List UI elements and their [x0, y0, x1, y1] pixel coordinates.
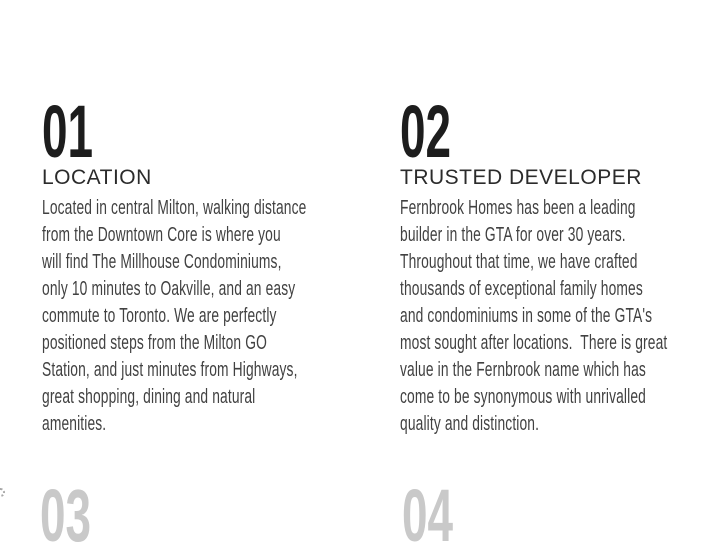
body-line: Located in central Milton, walking distance — [42, 197, 307, 219]
body-line: come to be synonymous with unrivalled — [400, 386, 646, 408]
body-line: commute to Toronto. We are perfectly — [42, 305, 277, 327]
body-line: most sought after locations. There is great — [400, 332, 668, 354]
section-number-02: 02 — [400, 90, 452, 173]
body-line: quality and distinction. — [400, 413, 540, 435]
section-body-location — [42, 195, 346, 438]
section-number-01: 01 — [42, 90, 94, 173]
section-title-trusted-developer: TRUSTED DEVELOPER — [400, 166, 642, 189]
section-title-location: LOCATION — [42, 166, 152, 189]
body-line: from the Downtown Core is where you — [42, 224, 281, 246]
section-trusted-developer — [400, 0, 720, 496]
section-number-04-partial: 04 — [402, 474, 454, 557]
body-line: thousands of exceptional family homes — [400, 278, 643, 300]
body-line: amenities. — [42, 413, 107, 435]
body-line: Station, and just minutes from Highways, — [42, 359, 298, 381]
cursor-mark-icon — [0, 488, 5, 497]
body-line: builder in the GTA for over 30 years. — [400, 224, 626, 246]
body-line: only 10 minutes to Oakville, and an easy — [42, 278, 296, 300]
body-line: Throughout that time, we have crafted — [400, 251, 638, 273]
body-line: great shopping, dining and natural — [42, 386, 256, 408]
section-location — [42, 0, 362, 496]
section-body-trusted-developer — [400, 195, 704, 438]
body-line: positioned steps from the Milton GO — [42, 332, 267, 354]
body-line: value in the Fernbrook name which has — [400, 359, 646, 381]
body-line: will find The Millhouse Condominiums, — [42, 251, 282, 273]
body-line: and condominiums in some of the GTA's — [400, 305, 653, 327]
body-line: Fernbrook Homes has been a leading — [400, 197, 636, 219]
section-number-03-partial: 03 — [40, 474, 92, 557]
